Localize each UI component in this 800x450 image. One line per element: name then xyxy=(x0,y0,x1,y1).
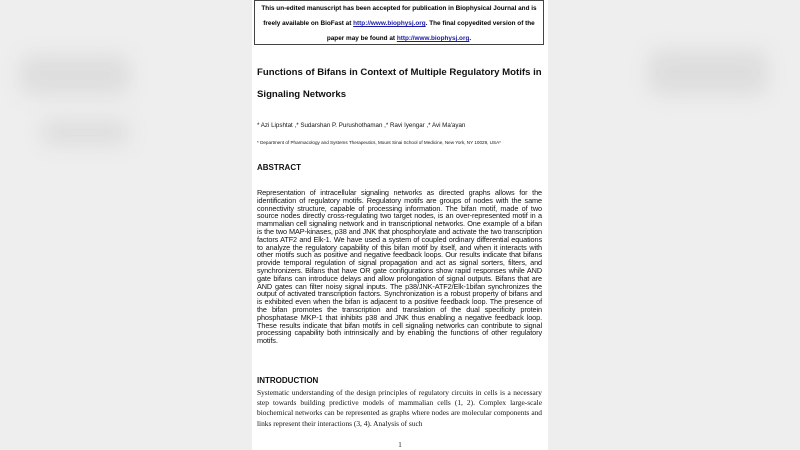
introduction-heading: INTRODUCTION xyxy=(257,376,319,385)
notice-line-3-tail: . xyxy=(469,35,472,42)
left-background xyxy=(0,0,252,450)
notice-line-3 xyxy=(255,31,543,46)
blurred-shadow xyxy=(20,55,130,95)
publication-notice xyxy=(254,0,544,45)
right-background xyxy=(548,0,800,450)
notice-line-3-text: paper may be found at xyxy=(326,35,397,42)
biophysj-link[interactable]: http://www.biophysj.org xyxy=(353,20,426,27)
blurred-shadow xyxy=(648,50,768,95)
notice-line-2-tail: . The final copyedited version of the xyxy=(425,20,535,27)
blurred-shadow xyxy=(40,120,130,145)
introduction-text: Systematic understanding of the design principles of regulatory circuits in cells is a necessary step towards building predictive models of mammalian cells (1, 2). Complex large-scale biochemical networks can be represented as graphs where nodes are molecular components and links represent their interactions (3, 4). Analysis of such xyxy=(257,388,542,428)
abstract-heading: ABSTRACT xyxy=(257,163,301,172)
author-list: * Azi Lipshtat ,* Sudarshan P. Purushothaman ,* Ravi Iyengar ,* Avi Ma'ayan xyxy=(257,122,466,129)
notice-line-2 xyxy=(255,16,543,31)
document-page[interactable] xyxy=(252,0,548,450)
paper-title: Functions of Bifans in Context of Multiple Regulatory Motifs in Signaling Networks xyxy=(257,67,542,100)
biophysj-link-2[interactable]: http://www.biophysj.org xyxy=(396,35,470,42)
abstract-text: Representation of intracellular signaling networks as directed graphs allows for the identification of regulatory motifs. Regulatory motifs are groups of nodes with the same connectivity structure, capable of processing information. The bifan motif, made of two source nodes directly cross-regulating two target nodes, is an over-represented motif in a mammalian cell signaling network and in transcriptional networks. One example of a bifan is the two MAP-kinases, p38 and JNK that phosphorylate and activate the two transcription factors ATF2 and Elk-1. We have used a system of coupled ordinary differential equations to analyze the regulatory capability of this bifan motif by itself, and when it interacts with other motifs such as positive and negative feedback loops. Our results indicate that bifans provide temporal regulation of signal propagation and act as signal sorters, filters, and synchronizers. Bifans that have OR gate configurations show rapid responses while AND gate bifans can introduce delays and allow prolongation of signal outputs. Bifans that are AND gates can filter noisy signal inputs. The p38/JNK-ATF2/Elk-1bifan synchronizes the output of activated transcription factors. Synchronization is a robust property of bifans and is exhibited even when the bifan is adjacent to a positive feedback loop. The presence of the bifan promotes the transcription and translation of the dual specificity protein phosphatase MKP-1 that inhibits p38 and JNK thus enabling a negative feedback loop. These results indicate that bifan motifs in cell signaling networks can contribute to signal processing capability both intrinsically and by enabling the functions of other regulatory motifs. xyxy=(257,188,542,346)
notice-line-1: This un-edited manuscript has been accepted for publication in Biophysical Journal and is xyxy=(261,5,537,12)
affiliation: * Department of Pharmacology and Systems Therapeutics, Mount Sinai School of Medicine, New York, NY 10029, USA* xyxy=(257,140,501,145)
page-number: 1 xyxy=(398,441,402,449)
notice-line-2-text: freely available on BioFast at xyxy=(263,20,354,27)
